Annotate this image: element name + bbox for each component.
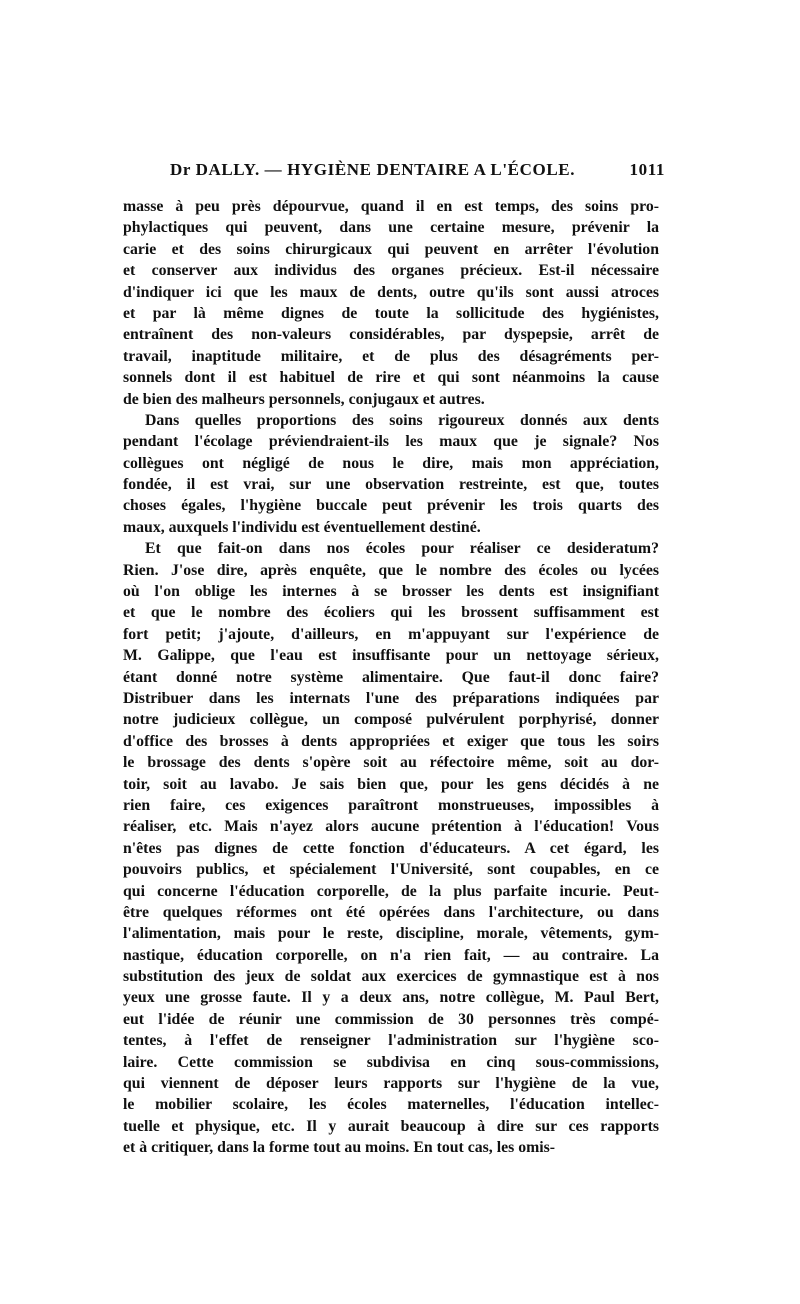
text-line: laire. Cette commission se subdivisa en cinq sous-commissions,: [123, 1053, 659, 1071]
text-line: carie et des soins chirurgicaux qui peuvent en arrêter l'évolution: [123, 240, 659, 258]
text-line: yeux une grosse faute. Il y a deux ans, notre collègue, M. Paul Bert,: [123, 989, 659, 1007]
text-line: pouvoirs publics, et spécialement l'Université, sont coupables, en ce: [123, 861, 659, 879]
text-line: et que le nombre des écoliers qui les brossent suffisamment est: [123, 604, 659, 622]
text-line: où l'on oblige les internes à se brosser les dents est insignifiant: [123, 583, 659, 601]
text-line: substitution des jeux de soldat aux exercices de gymnastique est à nos: [123, 968, 659, 986]
text-line: d'indiquer ici que les maux de dents, outre qu'ils sont aussi atroces: [123, 283, 659, 301]
text-line: masse à peu près dépourvue, quand il en est temps, des soins pro-: [123, 198, 659, 215]
text-line: l'alimentation, mais pour le reste, discipline, morale, vêtements, gym-: [123, 925, 659, 943]
text-line: pendant l'écolage préviendraient-ils les maux que je signale? Nos: [123, 433, 659, 451]
text-line: qui concerne l'éducation corporelle, de la plus parfaite incurie. Peut-: [123, 882, 659, 900]
text-line: M. Galippe, que l'eau est insuffisante pour un nettoyage sérieux,: [123, 647, 659, 665]
text-line: entraînent des non-valeurs considérables, par dyspepsie, arrêt de: [123, 326, 659, 344]
text-line: sonnels dont il est habituel de rire et qui sont néanmoins la cause: [123, 369, 659, 387]
text-line: n'êtes pas dignes de cette fonction d'éducateurs. A cet égard, les: [123, 839, 659, 857]
body-text: [123, 196, 659, 1159]
header-title: Dr DALLY. — HYGIÈNE DENTAIRE A L'ÉCOLE.: [170, 160, 576, 179]
text-line: toir, soit au lavabo. Je sais bien que, pour les gens décidés à ne: [123, 775, 659, 793]
page-number: 1011: [629, 160, 665, 179]
text-line: travail, inaptitude militaire, et de plus des désagréments per-: [123, 347, 659, 365]
text-line: être quelques réformes ont été opérées dans l'architecture, ou dans: [123, 903, 659, 921]
text-line: phylactiques qui peuvent, dans une certaine mesure, prévenir la: [123, 219, 659, 237]
text-line: et conserver aux individus des organes précieux. Est-il nécessaire: [123, 262, 659, 280]
text-line: Dans quelles proportions des soins rigoureux donnés aux dents: [145, 411, 659, 429]
text-line: d'office des brosses à dents appropriées et exiger que tous les soirs: [123, 732, 659, 750]
text-line: choses égales, l'hygiène buccale peut prévenir les trois quarts des: [123, 497, 659, 515]
text-line: tentes, à l'effet de renseigner l'administration sur l'hygiène sco-: [123, 1032, 659, 1050]
text-line: étant donné notre système alimentaire. Que faut-il donc faire?: [123, 668, 659, 686]
text-line: fondée, il est vrai, sur une observation restreinte, est que, toutes: [123, 476, 659, 494]
text-line: réaliser, etc. Mais n'ayez alors aucune prétention à l'éducation! Vous: [123, 818, 659, 836]
text-line: tuelle et physique, etc. Il y aurait beaucoup à dire sur ces rapports: [123, 1117, 659, 1135]
text-line: et par là même dignes de toute la sollicitude des hygiénistes,: [123, 304, 659, 322]
text-line: le brossage des dents s'opère soit au réfectoire même, soit au dor-: [123, 754, 659, 772]
running-header: [170, 160, 665, 184]
text-line: eut l'idée de réunir une commission de 30 personnes très compé-: [123, 1010, 659, 1028]
text-line: et à critiquer, dans la forme tout au moins. En tout cas, les omis-: [123, 1139, 556, 1157]
text-line: rien faire, ces exigences paraîtront monstrueuses, impossibles à: [123, 796, 659, 814]
text-line: de bien des malheurs personnels, conjugaux et autres.: [123, 390, 485, 408]
text-line: Rien. J'ose dire, après enquête, que le nombre des écoles ou lycées: [123, 561, 659, 579]
text-line: Distribuer dans les internats l'une des préparations indiquées par: [123, 689, 659, 707]
text-line: collègues ont négligé de nous le dire, mais mon appréciation,: [123, 454, 659, 472]
text-line: notre judicieux collègue, un composé pulvérulent porphyrisé, donner: [123, 711, 659, 729]
text-line: fort petit; j'ajoute, d'ailleurs, en m'appuyant sur l'expérience de: [123, 625, 659, 643]
text-line: Et que fait-on dans nos écoles pour réaliser ce desideratum?: [145, 540, 659, 558]
text-line: qui viennent de déposer leurs rapports sur l'hygiène de la vue,: [123, 1075, 659, 1093]
text-line: nastique, éducation corporelle, on n'a rien fait, — au contraire. La: [123, 946, 659, 964]
text-line: maux, auxquels l'individu est éventuellement destiné.: [123, 518, 481, 536]
text-line: le mobilier scolaire, les écoles maternelles, l'éducation intellec-: [123, 1096, 659, 1114]
